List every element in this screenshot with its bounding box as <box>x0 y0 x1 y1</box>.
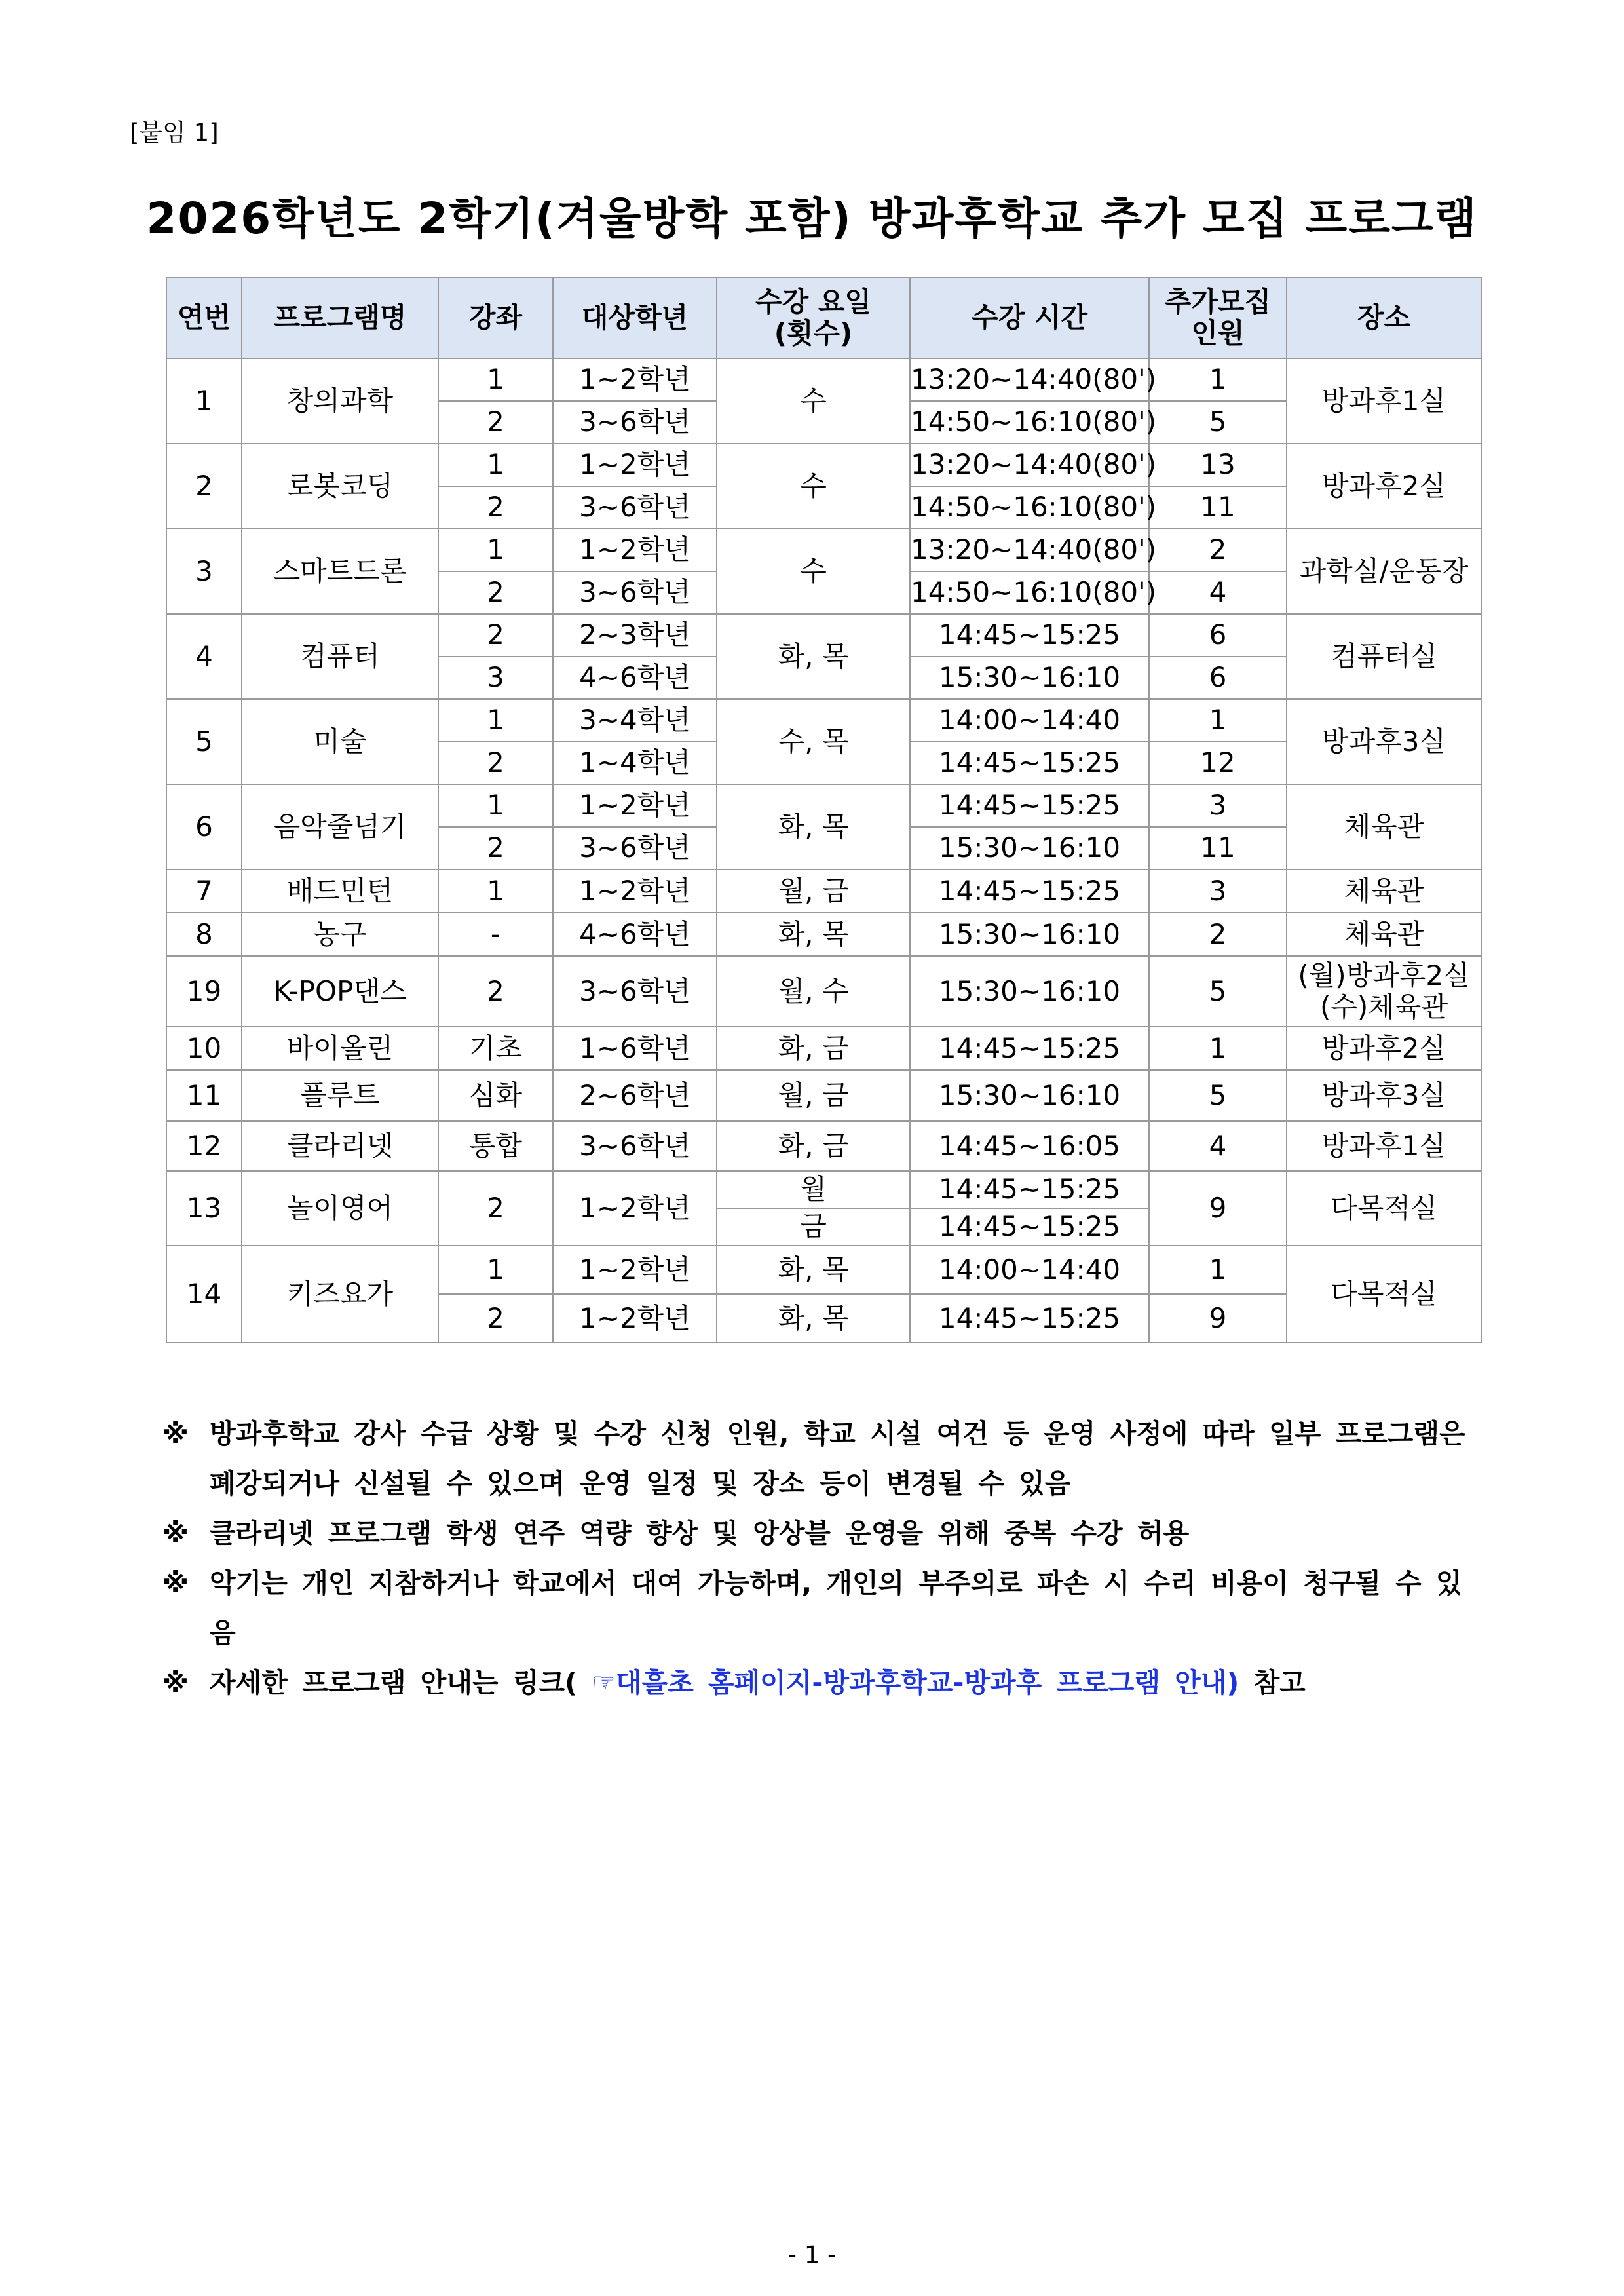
cell-no: 11 <box>166 1070 242 1121</box>
cell-program: K-POP댄스 <box>242 956 438 1027</box>
cell-day: 월, 금 <box>717 870 910 913</box>
cell-time: 14:45~15:25 <box>910 1171 1149 1208</box>
cell-course: 2 <box>438 486 553 529</box>
cell-count: 3 <box>1149 870 1287 913</box>
note-text: 악기는 개인 지참하거나 학교에서 대여 가능하며, 개인의 부주의로 파손 시 수리 비용이 청구될 수 있음 <box>210 1567 1462 1649</box>
page-title: 2026학년도 2학기(겨울방학 포함) 방과후학교 추가 모집 프로그램 <box>146 193 1478 244</box>
cell-grade: 1~2학년 <box>553 358 717 401</box>
cell-time: 14:50~16:10(80') <box>910 571 1149 614</box>
cell-program: 바이올린 <box>242 1027 438 1070</box>
cell-place: 체육관 <box>1287 913 1481 956</box>
cell-grade: 3~6학년 <box>553 956 717 1027</box>
cell-grade: 1~2학년 <box>553 784 717 827</box>
cell-place: 방과후1실 <box>1287 1121 1481 1171</box>
cell-grade: 3~6학년 <box>553 827 717 870</box>
note-item <box>162 1658 1479 1708</box>
cell-count: 3 <box>1149 784 1287 827</box>
cell-time: 15:30~16:10 <box>910 913 1149 956</box>
cell-count: 13 <box>1149 444 1287 486</box>
cell-course: 심화 <box>438 1070 553 1121</box>
cell-count: 5 <box>1149 1070 1287 1121</box>
cell-count: 6 <box>1149 614 1287 657</box>
cell-grade: 4~6학년 <box>553 913 717 956</box>
notes-section <box>162 1409 1479 1708</box>
cell-course: 기초 <box>438 1027 553 1070</box>
cell-place: 체육관 <box>1287 784 1481 870</box>
cell-time: 15:30~16:10 <box>910 657 1149 699</box>
cell-count: 9 <box>1149 1171 1287 1246</box>
cell-place: 다목적실 <box>1287 1171 1481 1246</box>
cell-count: 11 <box>1149 486 1287 529</box>
cell-count: 1 <box>1149 358 1287 401</box>
cell-no: 5 <box>166 699 242 784</box>
cell-time: 13:20~14:40(80') <box>910 358 1149 401</box>
cell-no: 4 <box>166 614 242 699</box>
cell-day: 월, 수 <box>717 956 910 1027</box>
cell-course: 1 <box>438 784 553 827</box>
table-row <box>166 1070 1481 1121</box>
cell-time: 14:45~15:25 <box>910 742 1149 784</box>
cell-course: 1 <box>438 870 553 913</box>
cell-grade: 3~6학년 <box>553 486 717 529</box>
cell-course: 1 <box>438 699 553 742</box>
cell-day: 화, 금 <box>717 1027 910 1070</box>
table-row <box>166 444 1481 486</box>
cell-grade: 2~3학년 <box>553 614 717 657</box>
cell-day: 수 <box>717 529 910 614</box>
cell-grade: 1~2학년 <box>553 529 717 571</box>
cell-grade: 1~2학년 <box>553 1171 717 1246</box>
cell-grade: 4~6학년 <box>553 657 717 699</box>
cell-no: 2 <box>166 444 242 529</box>
cell-course: 2 <box>438 614 553 657</box>
cell-no: 12 <box>166 1121 242 1171</box>
cell-day: 화, 금 <box>717 1121 910 1171</box>
table-row <box>166 913 1481 956</box>
cell-course: 2 <box>438 742 553 784</box>
cell-grade: 3~6학년 <box>553 401 717 444</box>
cell-place: 과학실/운동장 <box>1287 529 1481 614</box>
attachment-label: [붙임 1] <box>130 119 219 147</box>
cell-time: 13:20~14:40(80') <box>910 444 1149 486</box>
cell-day: 화, 목 <box>717 784 910 870</box>
cell-count: 5 <box>1149 956 1287 1027</box>
header-count: 추가모집 인원 <box>1149 277 1287 358</box>
cell-grade: 3~6학년 <box>553 571 717 614</box>
cell-grade: 1~2학년 <box>553 444 717 486</box>
cell-program: 농구 <box>242 913 438 956</box>
cell-grade: 1~6학년 <box>553 1027 717 1070</box>
cell-course: 1 <box>438 529 553 571</box>
cell-no: 13 <box>166 1171 242 1246</box>
cell-course: 2 <box>438 956 553 1027</box>
cell-course: 통합 <box>438 1121 553 1171</box>
cell-no: 7 <box>166 870 242 913</box>
cell-day: 월, 금 <box>717 1070 910 1121</box>
cell-course: 1 <box>438 444 553 486</box>
note-item <box>162 1508 1479 1558</box>
table-row <box>166 699 1481 742</box>
cell-no: 3 <box>166 529 242 614</box>
cell-course: 2 <box>438 571 553 614</box>
cell-count: 2 <box>1149 913 1287 956</box>
cell-place: (월)방과후2실 (수)체육관 <box>1287 956 1481 1027</box>
header-no: 연번 <box>166 277 242 358</box>
program-table <box>166 277 1482 1343</box>
cell-count: 5 <box>1149 401 1287 444</box>
header-program: 프로그램명 <box>242 277 438 358</box>
cell-course: 1 <box>438 1246 553 1294</box>
cell-count: 2 <box>1149 529 1287 571</box>
cell-time: 14:45~15:25 <box>910 1208 1149 1246</box>
cell-grade: 3~6학년 <box>553 1121 717 1171</box>
cell-program: 배드민턴 <box>242 870 438 913</box>
cell-time: 14:45~16:05 <box>910 1121 1149 1171</box>
cell-day: 금 <box>717 1208 910 1246</box>
cell-time: 14:50~16:10(80') <box>910 401 1149 444</box>
cell-day: 수 <box>717 444 910 529</box>
cell-time: 14:45~15:25 <box>910 784 1149 827</box>
cell-no: 8 <box>166 913 242 956</box>
cell-count: 12 <box>1149 742 1287 784</box>
cell-count: 4 <box>1149 571 1287 614</box>
note-mark: ※ <box>162 1418 189 1449</box>
cell-grade: 1~2학년 <box>553 1246 717 1294</box>
cell-count: 1 <box>1149 1027 1287 1070</box>
cell-count: 6 <box>1149 657 1287 699</box>
header-course: 강좌 <box>438 277 553 358</box>
cell-no: 19 <box>166 956 242 1027</box>
note-text: 클라리넷 프로그램 학생 연주 역량 향상 및 앙상블 운영을 위해 중복 수강 허용 <box>210 1518 1190 1549</box>
cell-no: 1 <box>166 358 242 444</box>
note-text: 방과후학교 강사 수급 상황 및 수강 신청 인원, 학교 시설 여건 등 운영 사정에 따라 일부 프로그램은 폐강되거나 신설될 수 있으며 운영 일정 및 장소 등이 변경될 수 있음 <box>210 1418 1465 1499</box>
note-text: 자세한 프로그램 안내는 링크( ☞대흘초 홈페이지-방과후학교-방과후 프로그램 안내) 참고 <box>210 1667 1306 1698</box>
cell-time: 14:00~14:40 <box>910 1246 1149 1294</box>
table-row <box>166 614 1481 657</box>
cell-grade: 3~4학년 <box>553 699 717 742</box>
cell-course: 2 <box>438 827 553 870</box>
cell-place: 방과후2실 <box>1287 444 1481 529</box>
cell-time: 14:00~14:40 <box>910 699 1149 742</box>
header-day: 수강 요일 (횟수) <box>717 277 910 358</box>
cell-course: - <box>438 913 553 956</box>
cell-grade: 1~4학년 <box>553 742 717 784</box>
table-row <box>166 1171 1481 1208</box>
cell-time: 15:30~16:10 <box>910 956 1149 1027</box>
header-time: 수강 시간 <box>910 277 1149 358</box>
cell-time: 14:45~15:25 <box>910 1027 1149 1070</box>
cell-count: 9 <box>1149 1294 1287 1343</box>
cell-place: 방과후2실 <box>1287 1027 1481 1070</box>
cell-no: 10 <box>166 1027 242 1070</box>
cell-no: 14 <box>166 1246 242 1343</box>
cell-course: 2 <box>438 1294 553 1343</box>
cell-time: 14:45~15:25 <box>910 1294 1149 1343</box>
cell-day: 화, 목 <box>717 1246 910 1294</box>
cell-no: 6 <box>166 784 242 870</box>
cell-course: 3 <box>438 657 553 699</box>
table-row <box>166 529 1481 571</box>
cell-grade: 2~6학년 <box>553 1070 717 1121</box>
cell-count: 11 <box>1149 827 1287 870</box>
cell-place: 방과후3실 <box>1287 1070 1481 1121</box>
table-row <box>166 784 1481 827</box>
table-row <box>166 1246 1481 1294</box>
cell-course: 2 <box>438 401 553 444</box>
cell-count: 4 <box>1149 1121 1287 1171</box>
table-row <box>166 1027 1481 1070</box>
homepage-link[interactable]: ☞대흘초 홈페이지-방과후학교-방과후 프로그램 안내) <box>576 1667 1239 1698</box>
cell-place: 방과후1실 <box>1287 358 1481 444</box>
cell-time: 14:45~15:25 <box>910 614 1149 657</box>
cell-day: 화, 목 <box>717 1294 910 1343</box>
cell-place: 다목적실 <box>1287 1246 1481 1343</box>
cell-program: 스마트드론 <box>242 529 438 614</box>
table-row <box>166 358 1481 401</box>
note-mark: ※ <box>162 1518 189 1549</box>
cell-time: 13:20~14:40(80') <box>910 529 1149 571</box>
page-number: - 1 - <box>787 2241 837 2269</box>
note-mark: ※ <box>162 1667 189 1698</box>
cell-program: 창의과학 <box>242 358 438 444</box>
header-place: 장소 <box>1287 277 1481 358</box>
note-mark: ※ <box>162 1567 189 1599</box>
cell-place: 방과후3실 <box>1287 699 1481 784</box>
cell-program: 미술 <box>242 699 438 784</box>
cell-program: 놀이영어 <box>242 1171 438 1246</box>
cell-time: 14:45~15:25 <box>910 870 1149 913</box>
cell-program: 키즈요가 <box>242 1246 438 1343</box>
cell-day: 수 <box>717 358 910 444</box>
cell-grade: 1~2학년 <box>553 1294 717 1343</box>
cell-time: 14:50~16:10(80') <box>910 486 1149 529</box>
table-row <box>166 1121 1481 1171</box>
header-row <box>166 277 1481 358</box>
cell-program: 플루트 <box>242 1070 438 1121</box>
table-body <box>166 358 1481 1343</box>
note-item <box>162 1558 1479 1658</box>
cell-time: 15:30~16:10 <box>910 827 1149 870</box>
cell-time: 15:30~16:10 <box>910 1070 1149 1121</box>
cell-place: 체육관 <box>1287 870 1481 913</box>
note-item <box>162 1409 1479 1508</box>
table-row <box>166 956 1481 1027</box>
cell-program: 로봇코딩 <box>242 444 438 529</box>
cell-program: 컴퓨터 <box>242 614 438 699</box>
cell-program: 클라리넷 <box>242 1121 438 1171</box>
cell-place: 컴퓨터실 <box>1287 614 1481 699</box>
cell-course: 1 <box>438 358 553 401</box>
cell-program: 음악줄넘기 <box>242 784 438 870</box>
cell-count: 1 <box>1149 1246 1287 1294</box>
cell-grade: 1~2학년 <box>553 870 717 913</box>
table-row <box>166 870 1481 913</box>
cell-day: 월 <box>717 1171 910 1208</box>
cell-day: 화, 목 <box>717 614 910 699</box>
cell-day: 화, 목 <box>717 913 910 956</box>
cell-course: 2 <box>438 1171 553 1246</box>
cell-day: 수, 목 <box>717 699 910 784</box>
cell-count: 1 <box>1149 699 1287 742</box>
header-grade: 대상학년 <box>553 277 717 358</box>
